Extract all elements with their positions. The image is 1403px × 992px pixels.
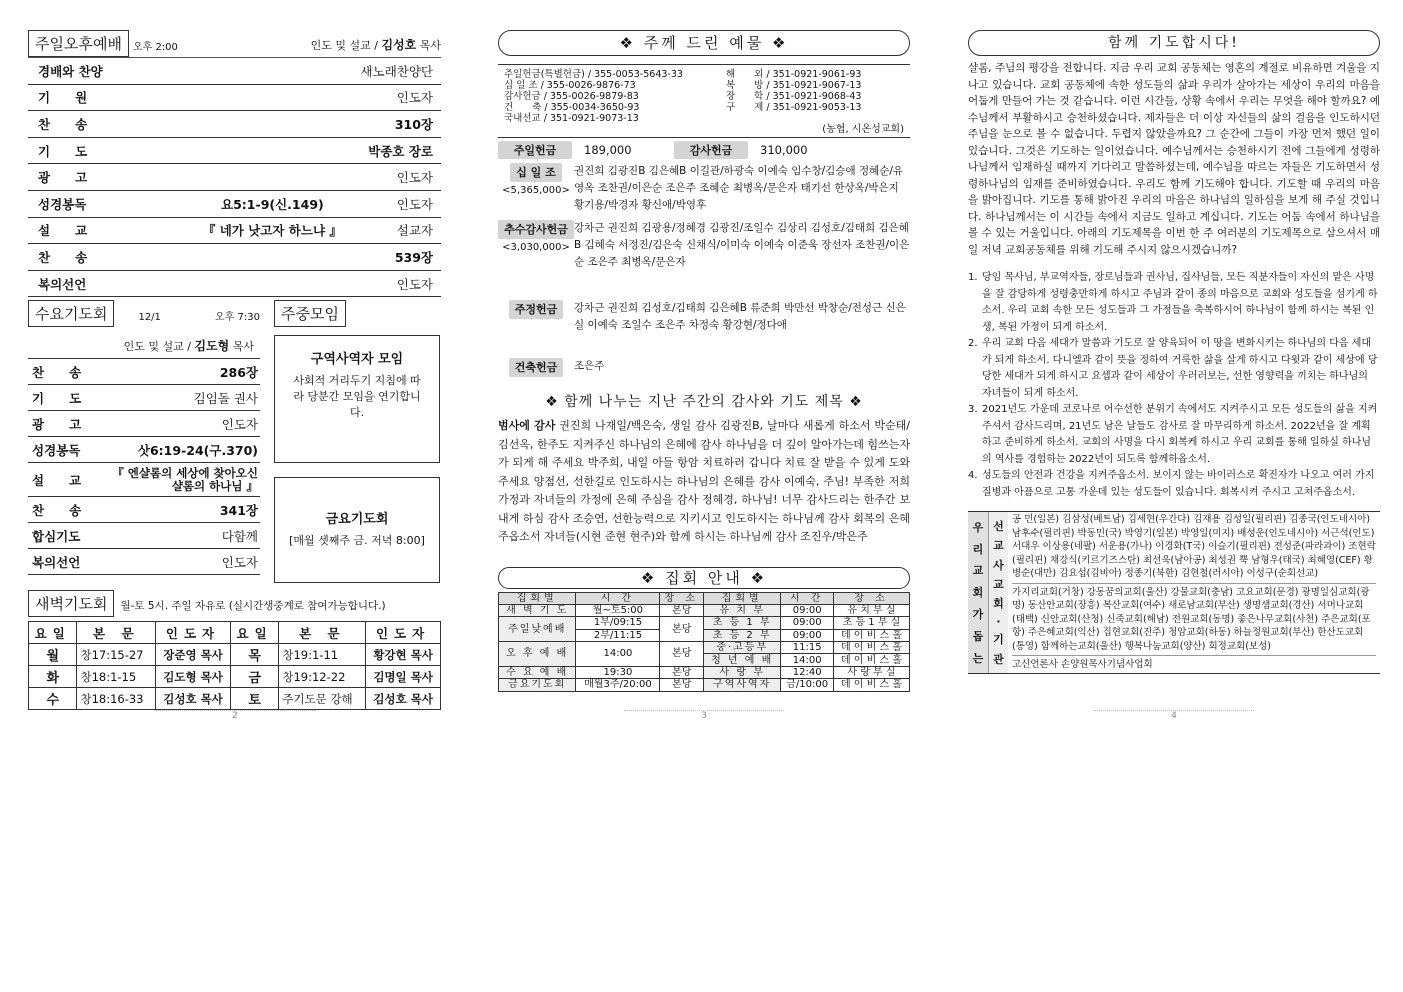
- prayer-intro: 샬롬, 주님의 평강을 전합니다. 지금 우리 교회 공동체는 영혼의 계절로 비유하면 겨울을 지나고 있습니다. 교회 공동체에 속한 성도들의 삶과 우리가 살아가는 세상이 우리의 마음을 어둡게 만들어 가는 것 같습니다. 이런 시간들, 상황 속에서 우리는 무엇을 해야 할까요? 예수님께서 부활하시고 승천하셨습니다. 제자들은 더 이상 자신들의 삶의 걸음을 인도하시던 주님을 눈으로 볼 수 없습니다. 두렵지 않았을까요? 그 순간에 그들이 가장 먼저 했던 일이 있습니다. 그것은 기도하는 일이었습니다. 예수님께서는 승천하시기 전에 그들에게 성령하나님께서 임재하실 때까지 기다리고 말씀하셨는데, 예수님을 따르는 자들은 기도하면서 성령하나님의 임재를 준비하였습니다. 우리도 함께 기도해야 합니다. 기도할 때 우리의 마음을 밝아집니다. 기도를 통해 밝아진 우리의 마음은 하나님의 일하심을 보게 해 주실 것입니다. 하나님께서는 이 시간들 속에서 지금도 일하고 계십니다. 기도는 어둠 속에서 하나님을 볼 수 있는 거울입니다. 아래의 기도제목을 이번 한 주 여러분의 기도제목으로 삼으셔서 매일 저녁 교회공동체를 위해 기도해 주시지 않으시겠습니까?: [968, 62, 1380, 256]
- offering-group: [498, 300, 910, 334]
- sunday-pm-title: 주일오후예배: [28, 30, 129, 57]
- mission-label-2: [988, 512, 1008, 673]
- offering-group-label: [498, 163, 574, 214]
- meeting-row: [499, 604, 910, 616]
- meetings-table: [498, 592, 910, 692]
- prayer-item-number: 2.: [968, 338, 978, 349]
- order-row: [28, 85, 441, 112]
- prayer-item: [968, 468, 1380, 501]
- page-3: [498, 28, 910, 692]
- meeting-row: [499, 642, 910, 654]
- thanks-offering-label: 감사헌금: [674, 141, 748, 159]
- meeting-name-right: 초 등 2 부: [703, 629, 780, 641]
- order-item: 찬 송: [38, 249, 88, 265]
- meeting-time-right: 09:00: [781, 629, 834, 641]
- meeting-place: 본당: [660, 617, 704, 642]
- wed-order-value: 인도자: [221, 554, 258, 570]
- meeting-name: 수 요 예 배: [499, 666, 576, 678]
- order-row: [28, 58, 441, 85]
- wed-order-value: 삿6:19-24(구.370): [137, 442, 258, 458]
- dawn-header-cell: 요일: [230, 622, 278, 644]
- mission-label-char: 선: [993, 519, 1004, 533]
- wednesday-time: 오후 7:30: [215, 312, 260, 324]
- page-4: [968, 28, 1380, 674]
- account-line: 복 방 / 351-0921-9067-13: [726, 80, 862, 91]
- offering-accounts: [498, 64, 910, 138]
- account-line: 해 외 / 351-0921-9061-93: [726, 69, 862, 80]
- meeting-name: 금요기도회: [499, 679, 576, 691]
- meeting-place: 본당: [660, 666, 704, 678]
- meeting-header-cell: 시 간: [576, 592, 660, 604]
- meeting-place: 본당: [660, 642, 704, 667]
- dawn-table: [28, 621, 441, 710]
- dawn-cell: 창17:15-27: [77, 644, 156, 666]
- cell-leader-meeting-text: 사회적 거리두기 지침에 따라 당분간 모임을 연기합니다.: [293, 374, 421, 420]
- mission-label-char: 교: [972, 564, 984, 578]
- meeting-time: 월~토5:00: [576, 604, 660, 616]
- meeting-header-cell: 집회별: [499, 592, 576, 604]
- order-leader: 새노래찬양단: [360, 63, 433, 79]
- mission-support: [968, 511, 1380, 674]
- prayer-item-text: 성도들의 안전과 건강을 지켜주옵소서. 보이지 않는 바이러스로 확진자가 나오고 여러 가지 질병과 아픔으로 고통 가운데 있는 성도들이 있습니다. 회복시켜 주시고 고쳐주옵소서.: [982, 470, 1375, 498]
- offering-group-names: 강차근 권진희 김성호/김태희 김은혜B 류준희 박만선 박창순/전성근 신은실 이예숙 조일수 조은주 차정숙 황강현/정다애: [574, 302, 906, 331]
- offering-group-name: 추수감사헌금: [498, 220, 574, 239]
- sunday-pm-order: [28, 58, 441, 297]
- wed-order-item: 설 교: [32, 472, 82, 488]
- wednesday-title: 수요기도회: [28, 300, 114, 327]
- offering-group: [498, 358, 910, 377]
- page-number-2: 2: [155, 710, 315, 721]
- mission-label-char: ·: [996, 614, 1001, 628]
- wed-order-item: 복의선언: [32, 554, 81, 570]
- mission-label-char: 는: [972, 651, 984, 665]
- account-line: 구 제 / 351-0921-9053-13: [726, 102, 862, 113]
- sunday-pm-header: [28, 28, 441, 58]
- offering-group: [498, 163, 910, 214]
- offering-totals: [498, 141, 910, 159]
- wed-order-value: 인도자: [221, 416, 258, 432]
- mission-label-char: 교: [993, 578, 1004, 592]
- cell-leader-meeting-box: [274, 335, 440, 463]
- meeting-time: 1부/09:15: [576, 617, 660, 629]
- mission-label-char: 돕: [972, 629, 984, 643]
- order-row: [28, 244, 441, 271]
- meeting-place-right: 초 등 1 부 실: [833, 617, 909, 629]
- dawn-cell: 창19:1-11: [279, 644, 366, 666]
- wed-order-item: 기 도: [32, 390, 82, 406]
- dawn-cell: 목: [230, 644, 278, 666]
- dawn-cell: 김도형 목사: [156, 666, 231, 688]
- offering-group-label: [498, 220, 574, 276]
- dawn-header-cell: 요일: [29, 622, 77, 644]
- sunday-pm-leader: 인도 및 설교 / 김성호 목사: [310, 38, 441, 52]
- order-item: 설 교: [38, 223, 88, 239]
- meeting-place: 본당: [660, 604, 704, 616]
- order-item: 복의선언: [38, 276, 87, 292]
- offering-group-label: [498, 358, 574, 377]
- mission-label-char: 리: [972, 542, 984, 556]
- page-2: [28, 28, 441, 710]
- page-number-3: 3: [624, 710, 784, 721]
- offering-group-name: 건축헌금: [509, 358, 564, 377]
- offering-group-amount: <3,030,000>: [502, 242, 570, 253]
- meeting-time-right: 11:15: [781, 642, 834, 654]
- meeting-row: [499, 666, 910, 678]
- sunday-offering-amount: 189,000: [584, 143, 632, 157]
- mission-label-char: 기: [993, 633, 1004, 647]
- dawn-cell: 창18:16-33: [77, 688, 156, 710]
- account-line: 감사헌금 / 355-0026-9879-83: [504, 91, 639, 102]
- offering-group: [498, 220, 910, 276]
- dawn-cell: 주기도문 강해: [279, 688, 366, 710]
- meeting-header-cell: 시 간: [781, 592, 834, 604]
- order-row: [28, 271, 441, 298]
- order-item: 기 도: [38, 143, 88, 159]
- account-line: 건 축 / 355-0034-3650-93: [504, 102, 640, 113]
- midweek-title: 주중모임: [274, 300, 346, 327]
- wed-order-row: [28, 549, 260, 575]
- order-leader: 박종호 장로: [368, 143, 433, 159]
- meeting-place-right: 데 이 비 스 홀: [833, 642, 909, 654]
- offering-group-name: 주정헌금: [509, 300, 564, 319]
- meeting-name: 주일낮예배: [499, 617, 576, 642]
- meeting-time-right: 금/10:00: [781, 679, 834, 691]
- wed-order-value: 『 엔샬롬의 세상에 찾아오신 샬롬의 하나님 』: [112, 465, 258, 493]
- dawn-cell: 화: [29, 666, 77, 688]
- prayer-item-text: 우리 교회 다음 세대가 말씀과 기도로 잘 양육되어 이 땅을 변화시키는 하나님의 다음 세대가 되게 하소서. 다니엘과 같이 뜻을 정하여 거룩한 삶을 살게 하시고 다윗과 같이 세상에 당당한 세대가 되게 하시고 요셉과 같이 세상이 우러러보는, 선한 영향력을 끼치는 하나님의 자녀들이 되게 하소서.: [982, 338, 1378, 399]
- prayer-title: 함께 기도합시다!: [968, 30, 1380, 56]
- meetings-title: ❖ 집회 안내 ❖: [498, 567, 910, 589]
- dawn-cell: 김성호 목사: [156, 688, 231, 710]
- meeting-name-right: 사 랑 부: [703, 666, 780, 678]
- dawn-cell: 월: [29, 644, 77, 666]
- churches-list: 가지리교회(거창) 강동꿈의교회(울산) 강물교회(충남) 고요교회(문경) 광명일심교회(광명) 동산안교회(장흥) 복산교회(여수) 새로남교회(부산) 생명샘교회(경산) 서머나교회(태백) 신안교회(산청) 신죽교회(해남) 전원교회(동명) 좋은나무교회(사천) 주은교회(포항) 주은혜교회(익산) 집현교회(진주) 청암교회(하동) 하늘정원교회(부산) 한산도교회(통영) 함께하는교회(울산) 행복나눔교회(양산) 회정교회(보성): [1012, 586, 1376, 657]
- wednesday-leader: 인도 및 설교 / 김도형 목사: [28, 327, 260, 359]
- prayer-item-number: 3.: [968, 404, 978, 415]
- meeting-time-right: 12:40: [781, 666, 834, 678]
- meeting-header-cell: 집회별: [703, 592, 780, 604]
- page-number-4: 4: [1094, 710, 1254, 721]
- bank-note: (농협, 시온성교회): [822, 124, 904, 135]
- mission-label-char: 사: [993, 558, 1004, 572]
- dawn-title: 새벽기도회: [28, 590, 114, 617]
- wed-order-row: [28, 385, 260, 411]
- mission-label-char: 관: [993, 652, 1004, 666]
- mission-label-char: 회: [993, 597, 1004, 611]
- thanks-offering-amount: 310,000: [760, 143, 808, 157]
- order-leader: 인도자: [396, 90, 433, 106]
- meeting-name-right: 유 치 부: [703, 604, 780, 616]
- account-line: 장 학 / 351-0921-9068-43: [726, 91, 862, 102]
- order-leader: 설교자: [396, 223, 433, 239]
- dawn-cell: 금: [230, 666, 278, 688]
- wed-order-row: [28, 411, 260, 437]
- wed-order-item: 찬 송: [32, 364, 82, 380]
- dawn-cell: 창19:12-22: [279, 666, 366, 688]
- offering-group-names: 조은주: [574, 360, 605, 372]
- wednesday-order: [28, 359, 260, 575]
- meeting-time-right: 09:00: [781, 617, 834, 629]
- sunday-offering-label: 주일헌금: [498, 141, 572, 159]
- order-detail: 요5:1-9(신.149): [221, 196, 324, 212]
- dawn-cell: 수: [29, 688, 77, 710]
- friday-prayer-box: [274, 477, 440, 583]
- dawn-note: 월-토 5시. 주일 자유로 (실시간생중계로 참여가능합니다.): [120, 600, 386, 613]
- meeting-row: [499, 617, 910, 629]
- order-leader: 인도자: [396, 276, 433, 292]
- wed-order-row: [28, 497, 260, 523]
- meeting-place-right: 사 랑 부 실: [833, 666, 909, 678]
- dawn-cell: 김성호 목사: [366, 688, 441, 710]
- offering-group-names: 강차근 권진희 김광용/정혜경 김광진/조일수 김상리 김성호/김태희 김은혜B 김혜숙 서정진/김은숙 신채식/이미숙 이예숙 이준욱 장선자 조찬권/이은순 조은주 최병옥/문은자: [574, 222, 910, 268]
- institution-list: 고신언론사 손양원목사기념사업회: [1012, 659, 1153, 670]
- order-row: [28, 218, 441, 245]
- thanks-prayer-text: 범사에 감사 권진희 나재일/백은숙, 생일 감사 김광진B, 날마다 새롭게 하소서 박순태/김선옥, 한주도 지켜주신 하나님의 은혜에 감사 하나님을 더 깊이 알아가는데 힘쓰는자가 되게 해 주세요 박주희, 내일 아들 항암 치료하러 갑니다 치료 잘 받을 수 있게 도와주세요 양점선, 선한길로 인도하시는 하나님의 은혜를 감사 이예숙, 주님! 부족한 저희 가정과 자녀들의 가정에 은혜 주심을 감사 정혜경, 하나님! 너무 감사드리는 한주간 보내게 하심 감사 조승연, 선한능력으로 지키시고 인도하시는 하나님께 감사 회복의 은혜 주옵소서 자녀들(시현 준현 현주)와 함께 하시는 하나님께 감사 조진우/박은주: [498, 419, 910, 543]
- offering-group-label: [498, 300, 574, 334]
- meeting-row: [499, 679, 910, 691]
- meeting-time-right: 09:00: [781, 604, 834, 616]
- offering-group-names: 권진희 김광진B 김은혜B 이길관/하광숙 이예숙 임수창/김승애 정혜순/유영옥 조찬권/이은순 조은주 조혜순 최병옥/문은자 태기선 한상옥/박은지 황기용/박경자 황신애/박영후: [574, 165, 904, 211]
- order-item: 찬 송: [38, 116, 88, 132]
- prayer-item-number: 4.: [968, 470, 978, 481]
- order-leader: 310장: [394, 116, 433, 132]
- meeting-place-right: 유 치 부 실: [833, 604, 909, 616]
- offering-groups: [498, 163, 910, 377]
- dawn-header-cell: 인도자: [366, 622, 441, 644]
- offering-group-name: 십 일 조: [510, 163, 562, 182]
- meeting-header-cell: 장 소: [833, 592, 909, 604]
- account-line: 주일헌금(특별헌금) / 355-0053-5643-33: [504, 69, 683, 80]
- missionaries-list: 공 민(일본) 김삼성(베트남) 김세현(우간다) 김재용 김성일(필리핀) 김종국(인도네시아) 남후수(필리핀) 박동민(국) 박영기(일본) 박영일(미지) 배성운(인도네시아) 서근석(인도) 서대우 이상용(네팔) 서운용(가나) 이경화(T국) 이슬기(필리핀) 전성준(파라과이) 조현락(필리핀) 채강식(키르기즈스탄) 최선욱(남아공) 최성권 뿍 남형우(태국) 최혜영(CEF) 황병순(대만) 김요섭(김비아) 정종기(북한) 김현철(러시아) 이성구(순회선교): [1012, 513, 1376, 584]
- wednesday-date: 12/1: [138, 312, 161, 324]
- meeting-place: 본당: [660, 679, 704, 691]
- account-line: 십 일 조 / 355-0026-9876-73: [504, 80, 636, 91]
- wed-order-item: 광 고: [32, 416, 82, 432]
- meeting-name-right: 중·고등부: [703, 642, 780, 654]
- meeting-time-right: 14:00: [781, 654, 834, 666]
- meeting-time: 14:00: [576, 642, 660, 667]
- order-leader: 539장: [394, 249, 433, 265]
- prayer-item: [968, 270, 1380, 336]
- dawn-header: [28, 589, 441, 617]
- wed-order-row: [28, 437, 260, 463]
- mission-label-char: 회: [972, 586, 984, 600]
- mission-label-char: 가: [972, 608, 984, 622]
- dawn-cell: 장준영 목사: [156, 644, 231, 666]
- meeting-name-right: 구역사역자: [703, 679, 780, 691]
- prayer-item: [968, 402, 1380, 468]
- wednesday-header: [28, 297, 260, 327]
- order-row: [28, 191, 441, 218]
- mission-label-char: 교: [993, 539, 1004, 553]
- meeting-place-right: 데 이 비 스 홀: [833, 654, 909, 666]
- prayer-item-text: 당임 목사님, 부교역자들, 장로님들과 권사님, 집사님들, 모든 직분자들이 자신의 맡은 사명을 잘 감당하게 성령충만하게 하시고 주님과 같이 종의 마음으로 교회와 성도들을 섬기게 하소서. 우리 교회 속한 모든 성도들과 그 가정들을 축복하시어 하나님이 함께 하시는 복된 인생, 복된 가정이 되게 하소서.: [982, 272, 1378, 333]
- mission-label-1: [968, 512, 988, 673]
- wed-order-item: 성경봉독: [32, 442, 81, 458]
- wed-order-row: [28, 463, 260, 497]
- order-item: 광 고: [38, 170, 88, 186]
- order-item: 기 원: [38, 90, 88, 106]
- friday-prayer-title: 금요기도회: [325, 512, 389, 528]
- meeting-time: 19:30: [576, 666, 660, 678]
- prayer-item-number: 1.: [968, 272, 978, 283]
- thanks-prayer-title: ❖ 함께 나누는 지난 주간의 감사와 기도 제목 ❖: [545, 394, 863, 410]
- sunday-pm-time: 오후 2:00: [132, 42, 178, 53]
- meeting-place-right: 데 이 비 스 홀: [833, 629, 909, 641]
- wed-order-value: 341장: [219, 502, 258, 518]
- meeting-name: 새 벽 기 도: [499, 604, 576, 616]
- dawn-cell: 황강현 목사: [366, 644, 441, 666]
- order-row: [28, 164, 441, 191]
- order-item: 경배와 찬양: [38, 63, 103, 79]
- dawn-header-cell: 본 문: [77, 622, 156, 644]
- order-detail: 『 네가 낫고자 하느냐 』: [202, 223, 342, 239]
- meeting-name-right: 초 등 1 부: [703, 617, 780, 629]
- dawn-row: [29, 644, 441, 666]
- dawn-header-cell: 본 문: [279, 622, 366, 644]
- order-item: 성경봉독: [38, 196, 87, 212]
- order-row: [28, 111, 441, 138]
- dawn-row: [29, 666, 441, 688]
- offering-group-amount: <5,365,000>: [502, 185, 570, 196]
- meeting-place-right: 데 이 비 스 홀: [833, 679, 909, 691]
- dawn-cell: 창18:1-15: [77, 666, 156, 688]
- meeting-name: 오 후 예 배: [499, 642, 576, 667]
- account-line: 국내선교 / 351-0921-9073-13: [504, 113, 639, 124]
- wed-order-value: 286장: [219, 364, 258, 380]
- wed-order-row: [28, 359, 260, 385]
- meeting-time: 2부/11:15: [576, 629, 660, 641]
- order-row: [28, 138, 441, 165]
- offering-title: ❖ 주께 드린 예물 ❖: [498, 30, 910, 56]
- wed-order-row: [28, 523, 260, 549]
- wed-order-item: 찬 송: [32, 502, 82, 518]
- prayer-items: [968, 270, 1380, 501]
- wed-order-item: 합심기도: [32, 528, 81, 544]
- order-leader: 인도자: [396, 196, 433, 212]
- dawn-cell: 김명일 목사: [366, 666, 441, 688]
- prayer-item-text: 2021년도 가운데 코로나로 어수선한 분위기 속에서도 지켜주시고 모든 성도들의 삶을 지켜주셔서 감사드리며, 21년도 남은 날들도 감사로 잘 마무리하게 하소서. 2022년을 잘 계획하고 준비하게 하소서. 교회의 사명을 다시 회복케 하시고 우리 교회를 통해 일하실 하나님의 역사를 경험하는 2022년이 되도록 함께하옵소서.: [982, 404, 1378, 465]
- dawn-header-cell: 인도자: [156, 622, 231, 644]
- meeting-name-right: 청 년 예 배: [703, 654, 780, 666]
- wed-order-value: 다함께: [221, 528, 258, 544]
- meeting-header-cell: 장 소: [660, 592, 704, 604]
- friday-prayer-text: [매월 셋째주 금. 저녁 8:00]: [289, 534, 425, 548]
- prayer-item: [968, 336, 1380, 402]
- meeting-time: 매월3주/20:00: [576, 679, 660, 691]
- dawn-cell: 토: [230, 688, 278, 710]
- dawn-row: [29, 688, 441, 710]
- mission-label-char: 우: [972, 520, 984, 534]
- order-leader: 인도자: [396, 170, 433, 186]
- cell-leader-meeting-title: 구역사역자 모임: [310, 352, 404, 368]
- wed-order-value: 김임돌 권사: [193, 390, 258, 406]
